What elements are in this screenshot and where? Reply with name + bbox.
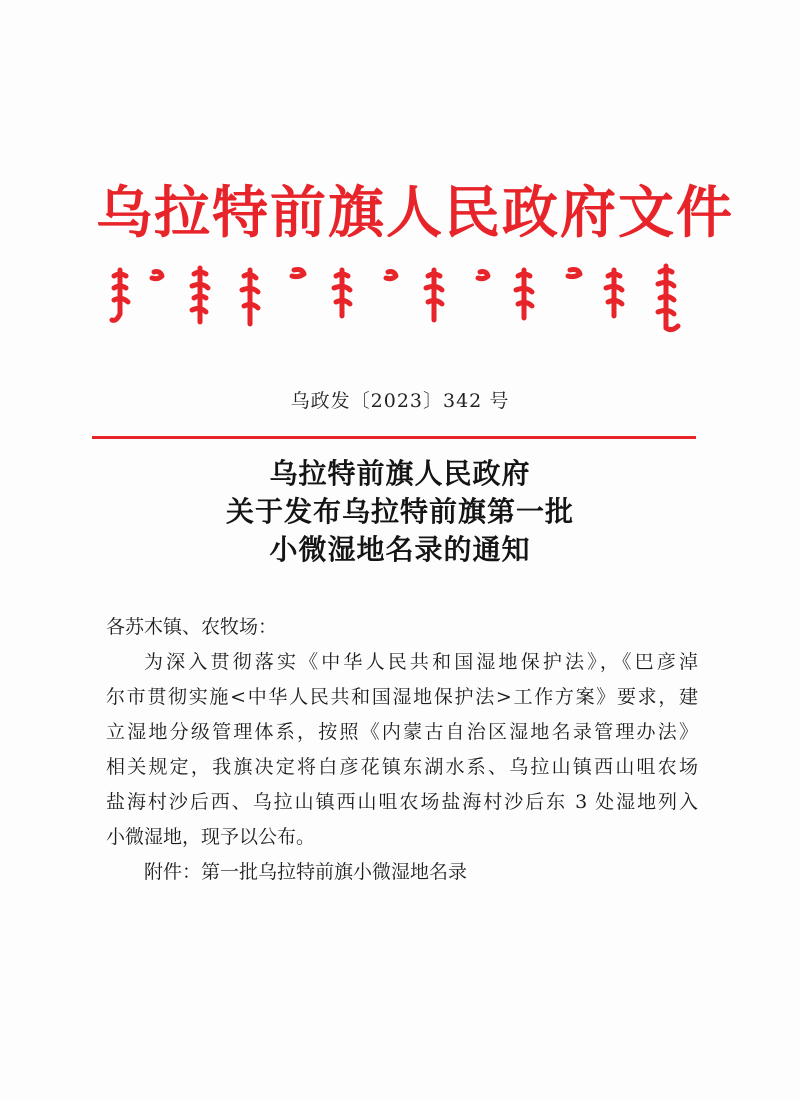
- mongolian-script-icon: [108, 262, 698, 334]
- notice-title-line-2: 关于发布乌拉特前旗第一批: [225, 495, 574, 528]
- body-line-1: 为深入贯彻落实《中华人民共和国湿地保护法》，《巴彦淖: [144, 651, 698, 673]
- notice-body: [106, 610, 698, 890]
- notice-title-line-1: 乌拉特前旗人民政府: [269, 457, 531, 490]
- attachment-line: 附件：第一批乌拉特前旗小微湿地名录: [144, 861, 468, 883]
- salutation: 各苏木镇、农牧场：: [106, 616, 278, 638]
- notice-title-line-3: 小微湿地名录的通知: [269, 533, 531, 566]
- agency-masthead-title: 乌拉特前旗人民政府文件: [96, 180, 734, 246]
- body-line-5: 盐海村沙后西、乌拉山镇西山咀农场盐海村沙后东 3 处湿地列入: [106, 791, 698, 813]
- body-line-4: 相关规定，我旗决定将白彦花镇东湖水系、乌拉山镇西山咀农场: [106, 756, 698, 778]
- body-line-6: 小微湿地，现予以公布。: [106, 826, 316, 848]
- document-number: 乌政发〔2023〕342 号: [290, 390, 510, 412]
- body-line-3: 立湿地分级管理体系，按照《内蒙古自治区湿地名录管理办法》: [106, 721, 698, 743]
- red-divider-line: [92, 436, 696, 439]
- body-line-2: 尔市贯彻实施<中华人民共和国湿地保护法>工作方案》要求，建: [106, 686, 698, 708]
- notice-title: [0, 455, 800, 569]
